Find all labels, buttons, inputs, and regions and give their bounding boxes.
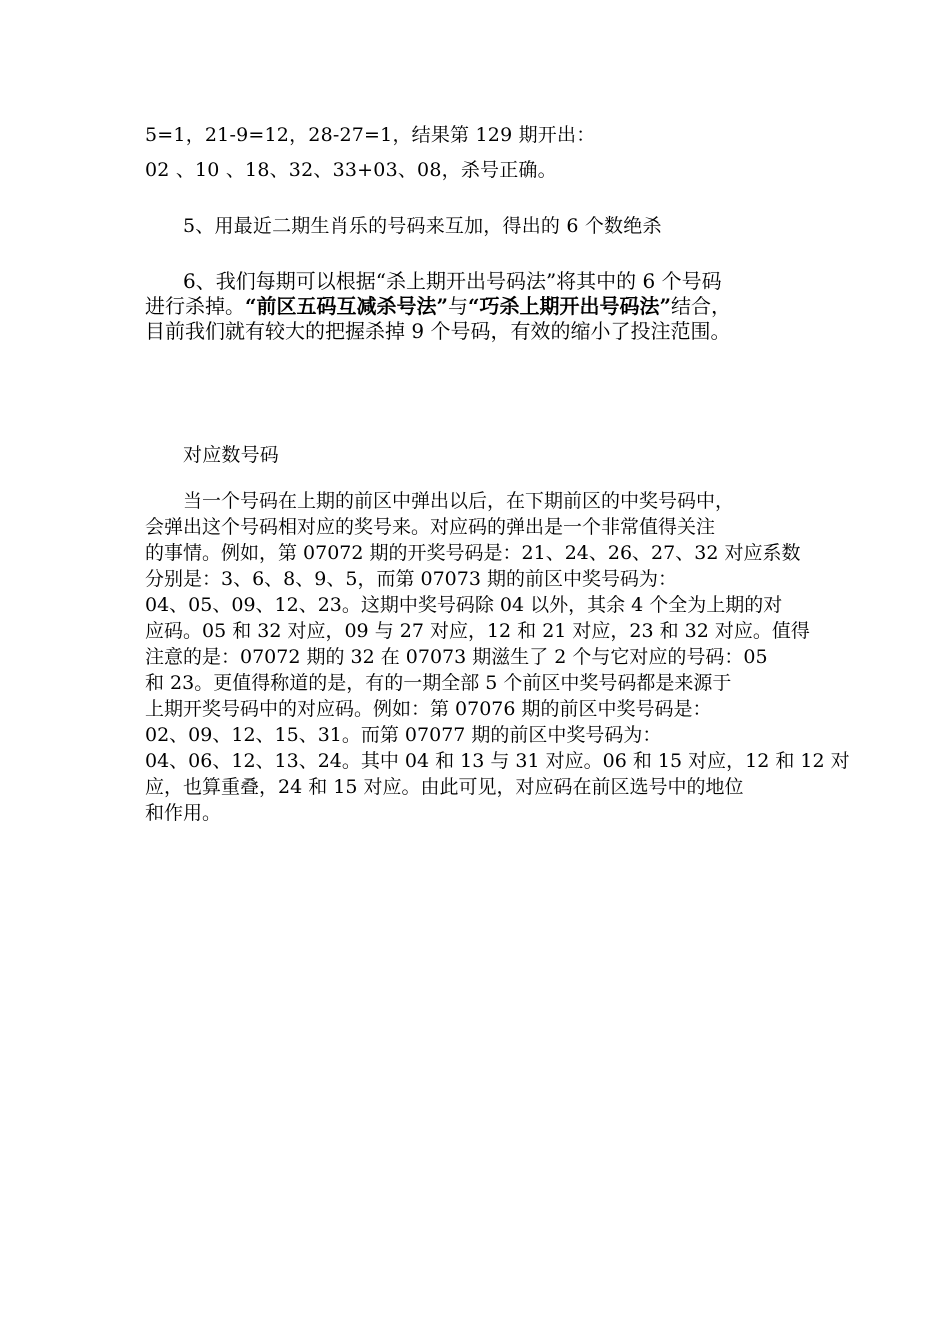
para6-bold-method2: “巧杀上期开出号码法”	[468, 294, 672, 318]
body-line: 04、06、12、13、24。其中 04 和 13 与 31 对应。06 和 15 对应，12 和 12 对	[145, 750, 850, 772]
para1-line1: 5=1，21-9=12，28-27=1，结果第 129 期开出：	[145, 124, 596, 146]
body-line: 会弹出这个号码相对应的奖号来。对应码的弹出是一个非常值得关注	[145, 516, 716, 538]
para6-line2-b: 与	[448, 294, 469, 318]
body-line: 上期开奖号码中的对应码。例如：第 07076 期的前区中奖号码是：	[145, 698, 712, 720]
body-line: 应码。05 和 32 对应，09 与 27 对应，12 和 21 对应，23 和 32 对应。值得	[145, 620, 810, 642]
body-line: 和 23。更值得称道的是，有的一期全部 5 个前区中奖号码都是来源于	[145, 672, 732, 694]
body-line: 应，也算重叠，24 和 15 对应。由此可见，对应码在前区选号中的地位	[145, 776, 744, 798]
body-line: 02、09、12、15、31。而第 07077 期的前区中奖号码为：	[145, 724, 662, 746]
para6	[145, 269, 825, 344]
body-paragraph	[145, 488, 850, 826]
para6-line3: 目前我们就有较大的把握杀掉 9 个号码，有效的缩小了投注范围。	[145, 319, 731, 343]
para1-line2: 02 、10 、18、32、33+03、08，杀号正确。	[145, 159, 557, 181]
body-line: 04、05、09、12、23。这期中奖号码除 04 以外，其余 4 个全为上期的对	[145, 594, 783, 616]
para6-line2	[145, 294, 825, 319]
body-line: 当一个号码在上期的前区中弹出以后，在下期前区的中奖号码中，	[183, 490, 735, 512]
para6-line2-c: 结合，	[671, 294, 732, 318]
body-line: 和作用。	[145, 802, 222, 824]
para6-line2-a: 进行杀掉。	[145, 294, 245, 318]
para5: 5、用最近二期生肖乐的号码来互加，得出的 6 个数绝杀	[183, 215, 662, 237]
para6-bold-method1: “前区五码互减杀号法”	[245, 294, 449, 318]
body-line: 的事情。例如，第 07072 期的开奖号码是：21、24、26、27、32 对应系数	[145, 542, 801, 564]
para6-line1: 6、我们每期可以根据“杀上期开出号码法”将其中的 6 个号码	[183, 269, 722, 293]
body-line: 注意的是：07072 期的 32 在 07073 期滋生了 2 个与它对应的号码：05	[145, 646, 768, 668]
section-heading: 对应数号码	[183, 444, 280, 466]
body-line: 分别是：3、6、8、9、5，而第 07073 期的前区中奖号码为：	[145, 568, 677, 590]
